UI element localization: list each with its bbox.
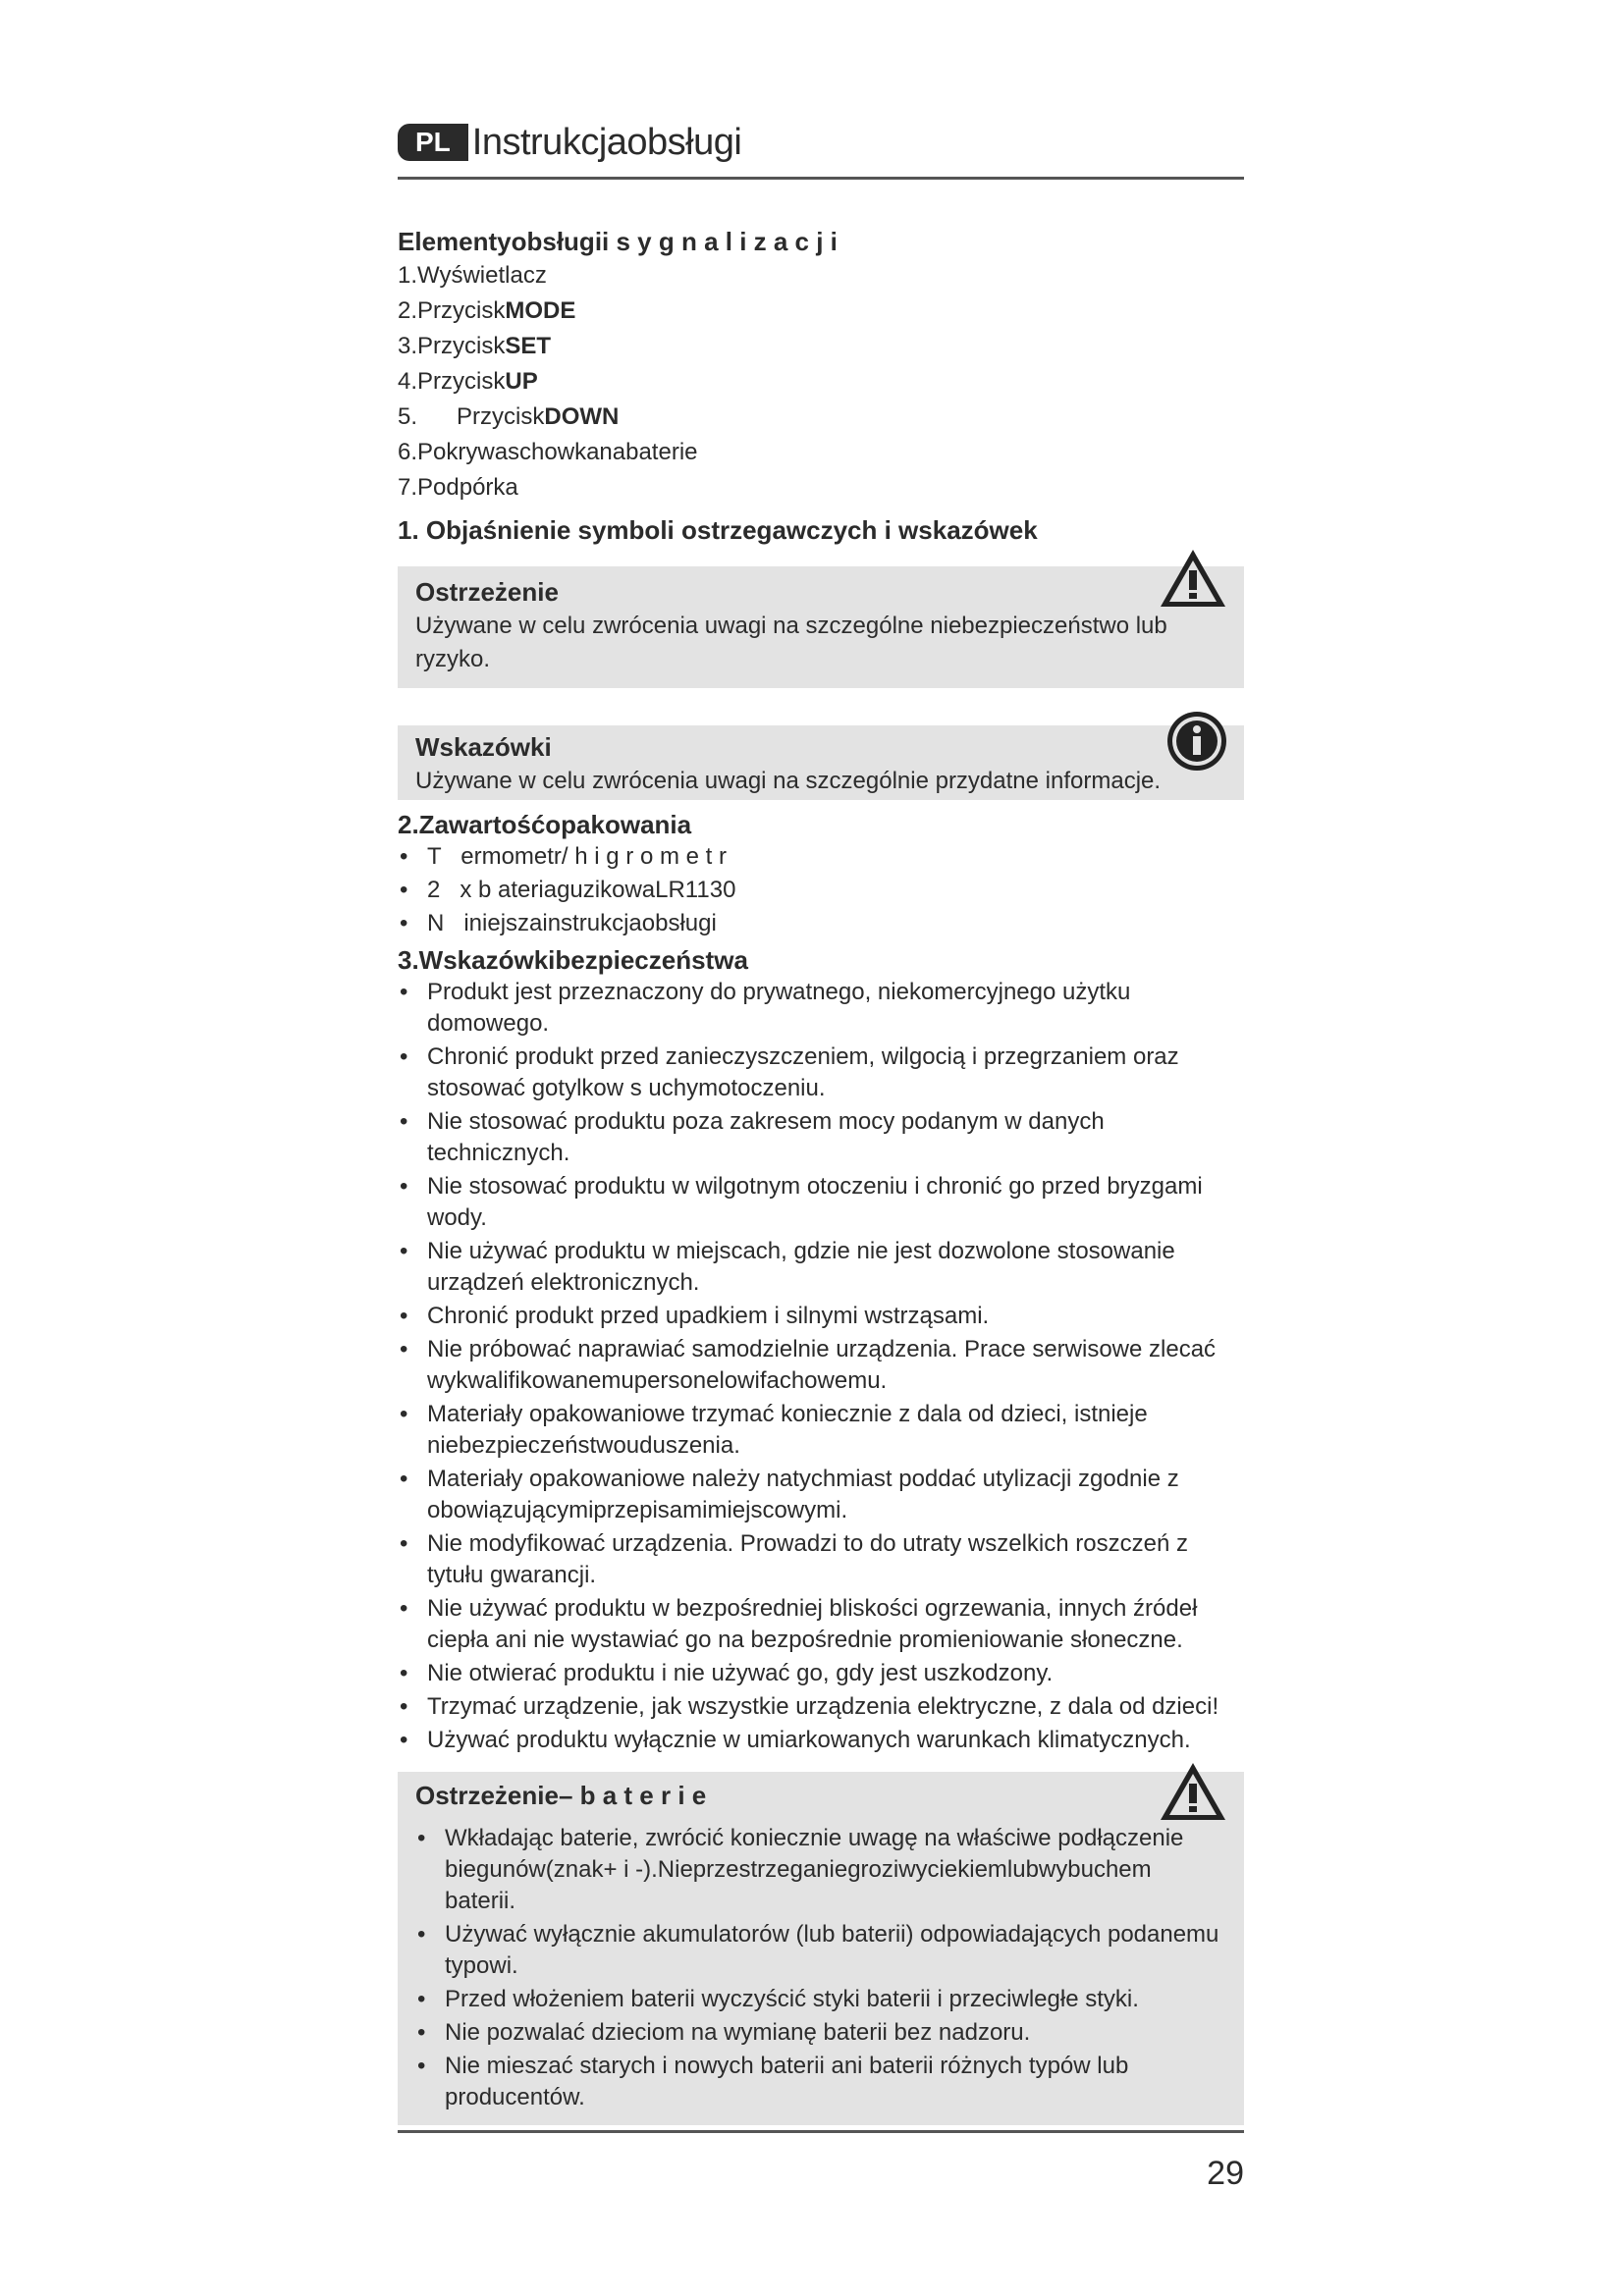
safety-item: • Nie stosować produktu w wilgotnym otoczeniu i chronić go przed bryzgami wody. bbox=[398, 1171, 1244, 1234]
page-header bbox=[398, 118, 1244, 167]
safety-item: • Nie stosować produktu poza zakresem mocy podanym w danych technicznych. bbox=[398, 1106, 1244, 1169]
controls-list bbox=[398, 258, 1244, 506]
control-item bbox=[398, 400, 1244, 435]
control-item-number: 4. bbox=[398, 368, 418, 395]
safety-item: • Nie używać produktu w miejscach, gdzie nie jest dozwolone stosowanie urządzeń elektronicznych. bbox=[398, 1236, 1244, 1299]
package-heading: 2.Zawartośćopakowania bbox=[398, 810, 692, 839]
control-item bbox=[398, 258, 1244, 294]
control-item-number: 1. bbox=[398, 262, 418, 289]
control-item-key: MODE bbox=[505, 297, 576, 324]
safety-heading: 3.Wskazówkibezpieczeństwa bbox=[398, 945, 748, 975]
control-item-number: 2. bbox=[398, 297, 418, 324]
battery-item: • Nie pozwalać dzieciom na wymianę baterii bez nadzoru. bbox=[415, 2017, 1226, 2049]
control-item bbox=[398, 435, 1244, 470]
warning-text: Używane w celu zwrócenia uwagi na szczególne niebezpieczeństwo lub ryzyko. bbox=[415, 613, 1167, 672]
safety-item: • Nie próbować naprawiać samodzielnie urządzenia. Prace serwisowe zlecać wykwalifikowanemupersonelowifachowemu. bbox=[398, 1334, 1244, 1397]
hint-text: Używane w celu zwrócenia uwagi na szczególnie przydatne informacje. bbox=[415, 768, 1162, 794]
warning-triangle-icon bbox=[1158, 547, 1228, 610]
footer-rule bbox=[398, 2130, 1244, 2133]
control-item bbox=[398, 294, 1244, 329]
warning-title: Ostrzeżenie bbox=[415, 577, 559, 607]
warning-box bbox=[398, 566, 1244, 688]
page-number: 29 bbox=[1207, 2155, 1244, 2192]
warning-triangle-icon bbox=[1158, 1760, 1228, 1823]
safety-item: • Materiały opakowaniowe należy natychmiast poddać utylizacji zgodnie z obowiązującymiprzepisamimiejscowymi. bbox=[398, 1464, 1244, 1526]
safety-item: • Nie używać produktu w bezpośredniej bliskości ogrzewania, innych źródeł ciepła ani nie wystawiać go na bezpośrednie promieniowanie słoneczne. bbox=[398, 1593, 1244, 1656]
page-title: Instrukcjaobsługi bbox=[471, 121, 742, 163]
hint-box bbox=[398, 725, 1244, 800]
battery-item: • Przed włożeniem baterii wyczyścić styki baterii i przeciwległe styki. bbox=[415, 1984, 1226, 2015]
battery-warning-title: Ostrzeżenie– b a t e r i e bbox=[415, 1781, 707, 1810]
battery-warning-box bbox=[398, 1772, 1244, 2125]
control-item-number: 5. bbox=[398, 403, 458, 430]
safety-item: • Produkt jest przeznaczony do prywatnego, niekomercyjnego użytku domowego. bbox=[398, 977, 1244, 1040]
battery-list bbox=[415, 1823, 1226, 2113]
safety-item: • Chronić produkt przed zanieczyszczeniem, wilgocią i przegrzaniem oraz stosować gotylkow s uchymotoczeniu. bbox=[398, 1041, 1244, 1104]
control-item-label: Podpórka bbox=[417, 474, 518, 501]
safety-item: • Chronić produkt przed upadkiem i silnymi wstrząsami. bbox=[398, 1301, 1244, 1332]
control-item bbox=[398, 329, 1244, 364]
package-list bbox=[398, 841, 1244, 939]
control-item-label: Przycisk bbox=[457, 403, 545, 430]
safety-item: • Nie otwierać produktu i nie używać go, gdy jest uszkodzony. bbox=[398, 1658, 1244, 1689]
control-item-key: SET bbox=[505, 333, 552, 359]
control-item-number: 7. bbox=[398, 474, 418, 501]
control-item-key: DOWN bbox=[544, 403, 620, 430]
control-item bbox=[398, 470, 1244, 506]
package-item: • T ermometr/ h i g r o m e t r bbox=[398, 841, 1244, 873]
control-item-key: UP bbox=[505, 368, 538, 395]
package-item: • 2 x b ateriaguzikowaLR1130 bbox=[398, 875, 1244, 906]
manual-page bbox=[398, 118, 1244, 2125]
control-item-label: Przycisk bbox=[417, 297, 506, 324]
control-item-label: Przycisk bbox=[417, 333, 506, 359]
package-item: • N iniejszainstrukcjaobsługi bbox=[398, 908, 1244, 939]
battery-item: • Wkładając baterie, zwrócić koniecznie uwagę na właściwe podłączenie biegunów(znak+ i -).Nieprzestrzeganiegroziwyciekiemlubwybuchem baterii. bbox=[415, 1823, 1226, 1917]
safety-item: • Nie modyfikować urządzenia. Prowadzi to do utraty wszelkich roszczeń z tytułu gwarancji. bbox=[398, 1528, 1244, 1591]
language-badge: PL bbox=[398, 124, 468, 161]
safety-list bbox=[398, 977, 1244, 1756]
symbols-heading: 1. Objaśnienie symboli ostrzegawczych i wskazówek bbox=[398, 515, 1038, 545]
control-item-label: Wyświetlacz bbox=[417, 262, 547, 289]
battery-item: • Nie mieszać starych i nowych baterii ani baterii różnych typów lub producentów. bbox=[415, 2051, 1226, 2113]
control-item-number: 6. bbox=[398, 439, 418, 465]
controls-heading: Elementyobsługii s y g n a l i z a c j i bbox=[398, 227, 838, 256]
battery-item: • Używać wyłącznie akumulatorów (lub baterii) odpowiadających podanemu typowi. bbox=[415, 1919, 1226, 1982]
hint-title: Wskazówki bbox=[415, 732, 552, 762]
control-item bbox=[398, 364, 1244, 400]
control-item-label: Przycisk bbox=[417, 368, 506, 395]
control-item-label: Pokrywaschowkanabaterie bbox=[417, 439, 698, 465]
safety-item: • Materiały opakowaniowe trzymać koniecznie z dala od dzieci, istnieje niebezpieczeństwouduszenia. bbox=[398, 1399, 1244, 1462]
safety-item: • Używać produktu wyłącznie w umiarkowanych warunkach klimatycznych. bbox=[398, 1725, 1244, 1756]
safety-item: • Trzymać urządzenie, jak wszystkie urządzenia elektryczne, z dala od dzieci! bbox=[398, 1691, 1244, 1723]
control-item-number: 3. bbox=[398, 333, 418, 359]
info-circle-icon bbox=[1165, 710, 1228, 773]
